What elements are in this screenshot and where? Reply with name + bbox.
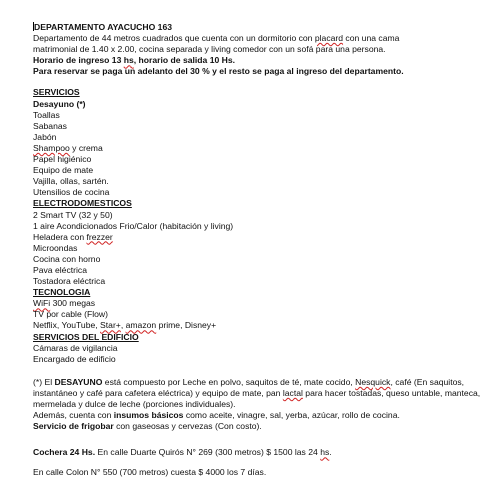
appliance-item: 2 Smart TV (32 y 50) xyxy=(33,209,113,220)
misspelled-word[interactable]: placard xyxy=(314,33,344,44)
misspelled-word[interactable]: frezzer xyxy=(86,231,113,242)
appliance-item: Pava eléctrica xyxy=(33,264,87,275)
services-item: Jabón xyxy=(33,131,57,142)
document-page[interactable] xyxy=(33,22,491,478)
building-services-heading: SERVICIOS DEL EDIFICIO xyxy=(33,331,139,342)
services-item: Vajilla, ollas, sartén. xyxy=(33,176,109,187)
services-item: Toallas xyxy=(33,109,60,120)
misspelled-word[interactable]: amazon xyxy=(125,320,157,331)
appliance-item: Tostadora eléctrica xyxy=(33,276,106,287)
misspelled-word[interactable]: Shampoo xyxy=(33,142,70,153)
minibar-note: Servicio de frigobar con gaseosas y cervezas (Con costo). xyxy=(33,421,262,432)
building-services-list xyxy=(33,343,491,365)
description-line-2: matrimonial de 1.40 x 2.00, cocina separada y living comedor con un sofá para una persona. xyxy=(33,44,386,55)
technology-item: WiFi 300 megas xyxy=(33,298,96,309)
breakfast-item: Desayuno (*) xyxy=(33,98,86,109)
misspelled-word[interactable]: lactal xyxy=(282,387,303,398)
technology-item: TV por cable (Flow) xyxy=(33,309,108,320)
services-list xyxy=(33,110,491,199)
schedule-line: Horario de ingreso 13 hs, horario de salida 10 Hs. xyxy=(33,55,236,66)
services-item: Utensilios de cocina xyxy=(33,187,110,198)
parking-line-1: Cochera 24 Hs. En calle Duarte Quirós N° 269 (300 metros) $ 1500 las 24 hs. xyxy=(33,447,332,458)
technology-heading: TECNOLOGIA xyxy=(33,287,91,298)
building-service-item: Cámaras de vigilancia xyxy=(33,342,118,353)
parking-line-2: En calle Colon N° 550 (700 metros) cuesta $ 4000 los 7 días. xyxy=(33,467,267,478)
appliance-item: Microondas xyxy=(33,242,78,253)
misspelled-word[interactable]: WiFi xyxy=(33,298,51,309)
document-title: DEPARTAMENTO AYACUCHO 163 xyxy=(34,22,173,32)
appliance-item: 1 aire Acondicionados Frio/Calor (habitación y living) xyxy=(33,220,234,231)
technology-item: Netflix, YouTube, Star+, amazon prime, Disney+ xyxy=(33,320,217,331)
misspelled-word[interactable]: hs xyxy=(320,447,330,458)
description-line-1: Departamento de 44 metros cuadrados que cuenta con un dormitorio con placard con una cama xyxy=(33,33,400,44)
misspelled-word[interactable]: Nesquick xyxy=(355,376,391,387)
building-service-item: Encargado de edificio xyxy=(33,353,116,364)
supplies-note: Además, cuenta con insumos básicos como aceite, vinagre, sal, yerba, azúcar, rollo de cocina. xyxy=(33,410,400,421)
services-item: Sabanas xyxy=(33,120,67,131)
misspelled-word[interactable]: Star+ xyxy=(100,320,121,331)
reservation-line: Para reservar se paga un adelanto del 30 % y el resto se paga al ingreso del departamento. xyxy=(33,66,404,77)
misspelled-word[interactable]: hs xyxy=(123,55,134,66)
services-heading: SERVICIOS xyxy=(33,87,80,98)
appliances-heading: ELECTRODOMESTICOS xyxy=(33,198,132,209)
breakfast-note: (*) El DESAYUNO está compuesto por Leche en polvo, saquitos de té, mate cocido, Nesquick, café (En saquitos, instantáneo y café para cafetera eléctrica) y equipo de mate, pan lactal para hacer tostadas, queso untable, manteca, mermelada y dulce de leche (porciones individuales). xyxy=(33,376,481,409)
services-item: Shampoo y crema xyxy=(33,142,103,153)
services-item: Equipo de mate xyxy=(33,165,94,176)
appliance-item: Cocina con horno xyxy=(33,253,101,264)
services-item: Papel higiénico xyxy=(33,154,92,165)
technology-list xyxy=(33,298,491,331)
appliances-list xyxy=(33,210,491,288)
appliance-item: Heladera con frezzer xyxy=(33,231,113,242)
